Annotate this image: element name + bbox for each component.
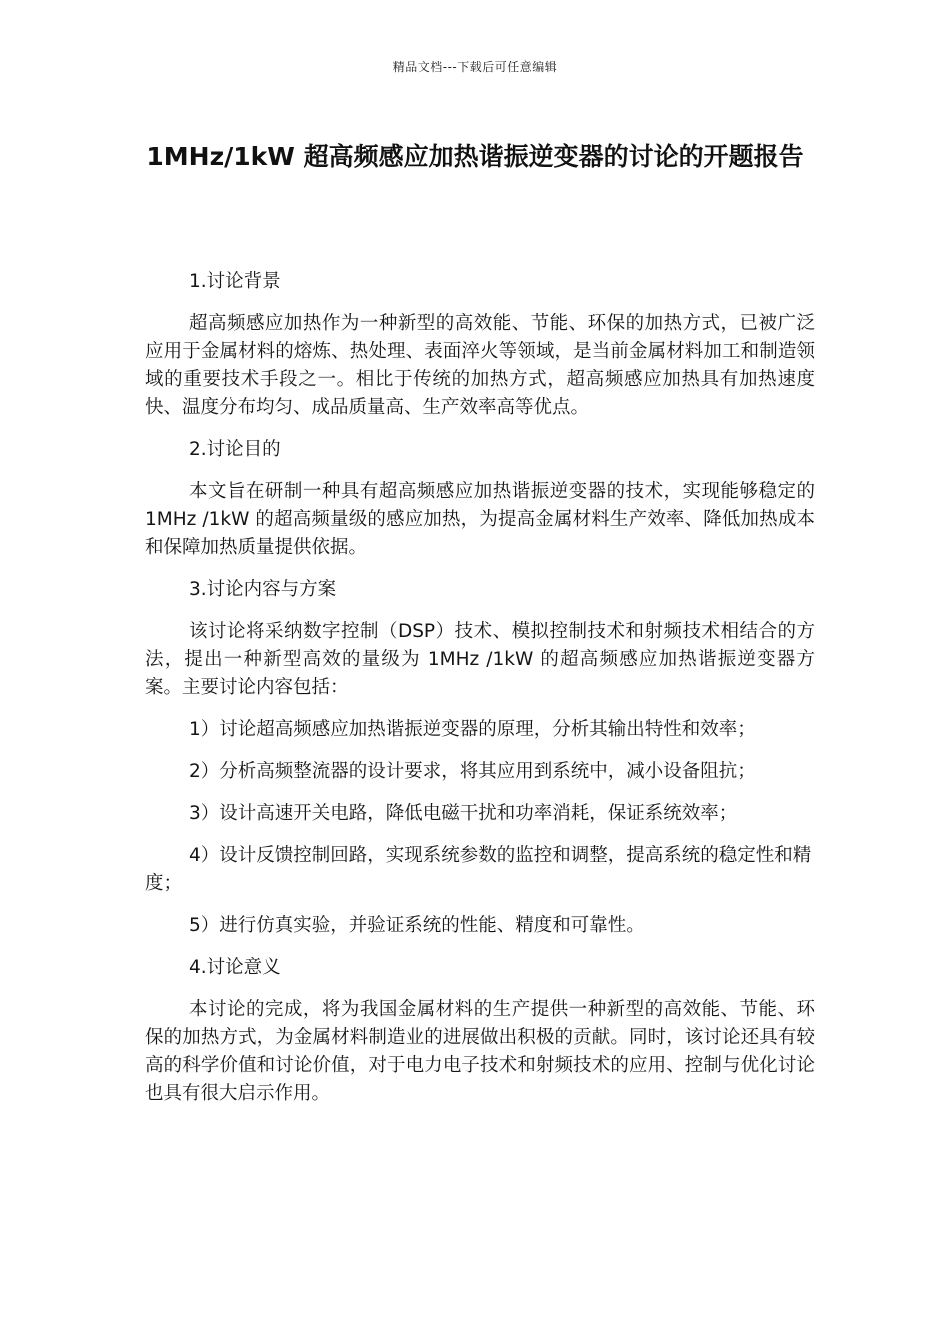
list-item: 5）进行仿真实验，并验证系统的性能、精度和可靠性。 <box>189 915 645 936</box>
section-heading-significance: 4.讨论意义 <box>189 957 281 978</box>
section-heading-background: 1.讨论背景 <box>189 271 281 292</box>
document-body <box>145 268 815 1122</box>
page-header-note: 精品文档---下载后可任意编辑 <box>392 60 558 74</box>
list-item: 1）讨论超高频感应加热谐振逆变器的原理，分析其输出特性和效率； <box>189 719 756 740</box>
list-item: 4）设计反馈控制回路，实现系统参数的监控和调整，提高系统的稳定性和精度； <box>145 845 812 894</box>
section-heading-content-plan: 3.讨论内容与方案 <box>189 579 337 600</box>
paragraph-significance: 本讨论的完成，将为我国金属材料的生产提供一种新型的高效能、节能、环保的加热方式，为金属材料制造业的进展做出积极的贡献。同时，该讨论还具有较高的科学价值和讨论价值，对于电力电子技术和射频技术的应用、控制与优化讨论也具有很大启示作用。 <box>145 999 815 1104</box>
list-item: 2）分析高频整流器的设计要求，将其应用到系统中，减小设备阻抗； <box>189 761 756 782</box>
paragraph-purpose: 本文旨在研制一种具有超高频感应加热谐振逆变器的技术，实现能够稳定的 1MHz /1kW 的超高频量级的感应加热，为提高金属材料生产效率、降低加热成本和保障加热质量提供依据。 <box>145 481 815 558</box>
paragraph-content-plan: 该讨论将采纳数字控制（DSP）技术、模拟控制技术和射频技术相结合的方法，提出一种新型高效的量级为 1MHz /1kW 的超高频感应加热谐振逆变器方案。主要讨论内容包括： <box>145 621 815 698</box>
section-heading-purpose: 2.讨论目的 <box>189 439 281 460</box>
list-item: 3）设计高速开关电路，降低电磁干扰和功率消耗，保证系统效率； <box>189 803 738 824</box>
document-title: 1MHz/1kW 超高频感应加热谐振逆变器的讨论的开题报告 <box>146 142 804 171</box>
paragraph-background: 超高频感应加热作为一种新型的高效能、节能、环保的加热方式，已被广泛应用于金属材料的熔炼、热处理、表面淬火等领域，是当前金属材料加工和制造领域的重要技术手段之一。相比于传统的加热方式，超高频感应加热具有加热速度快、温度分布均匀、成品质量高、生产效率高等优点。 <box>145 313 815 418</box>
